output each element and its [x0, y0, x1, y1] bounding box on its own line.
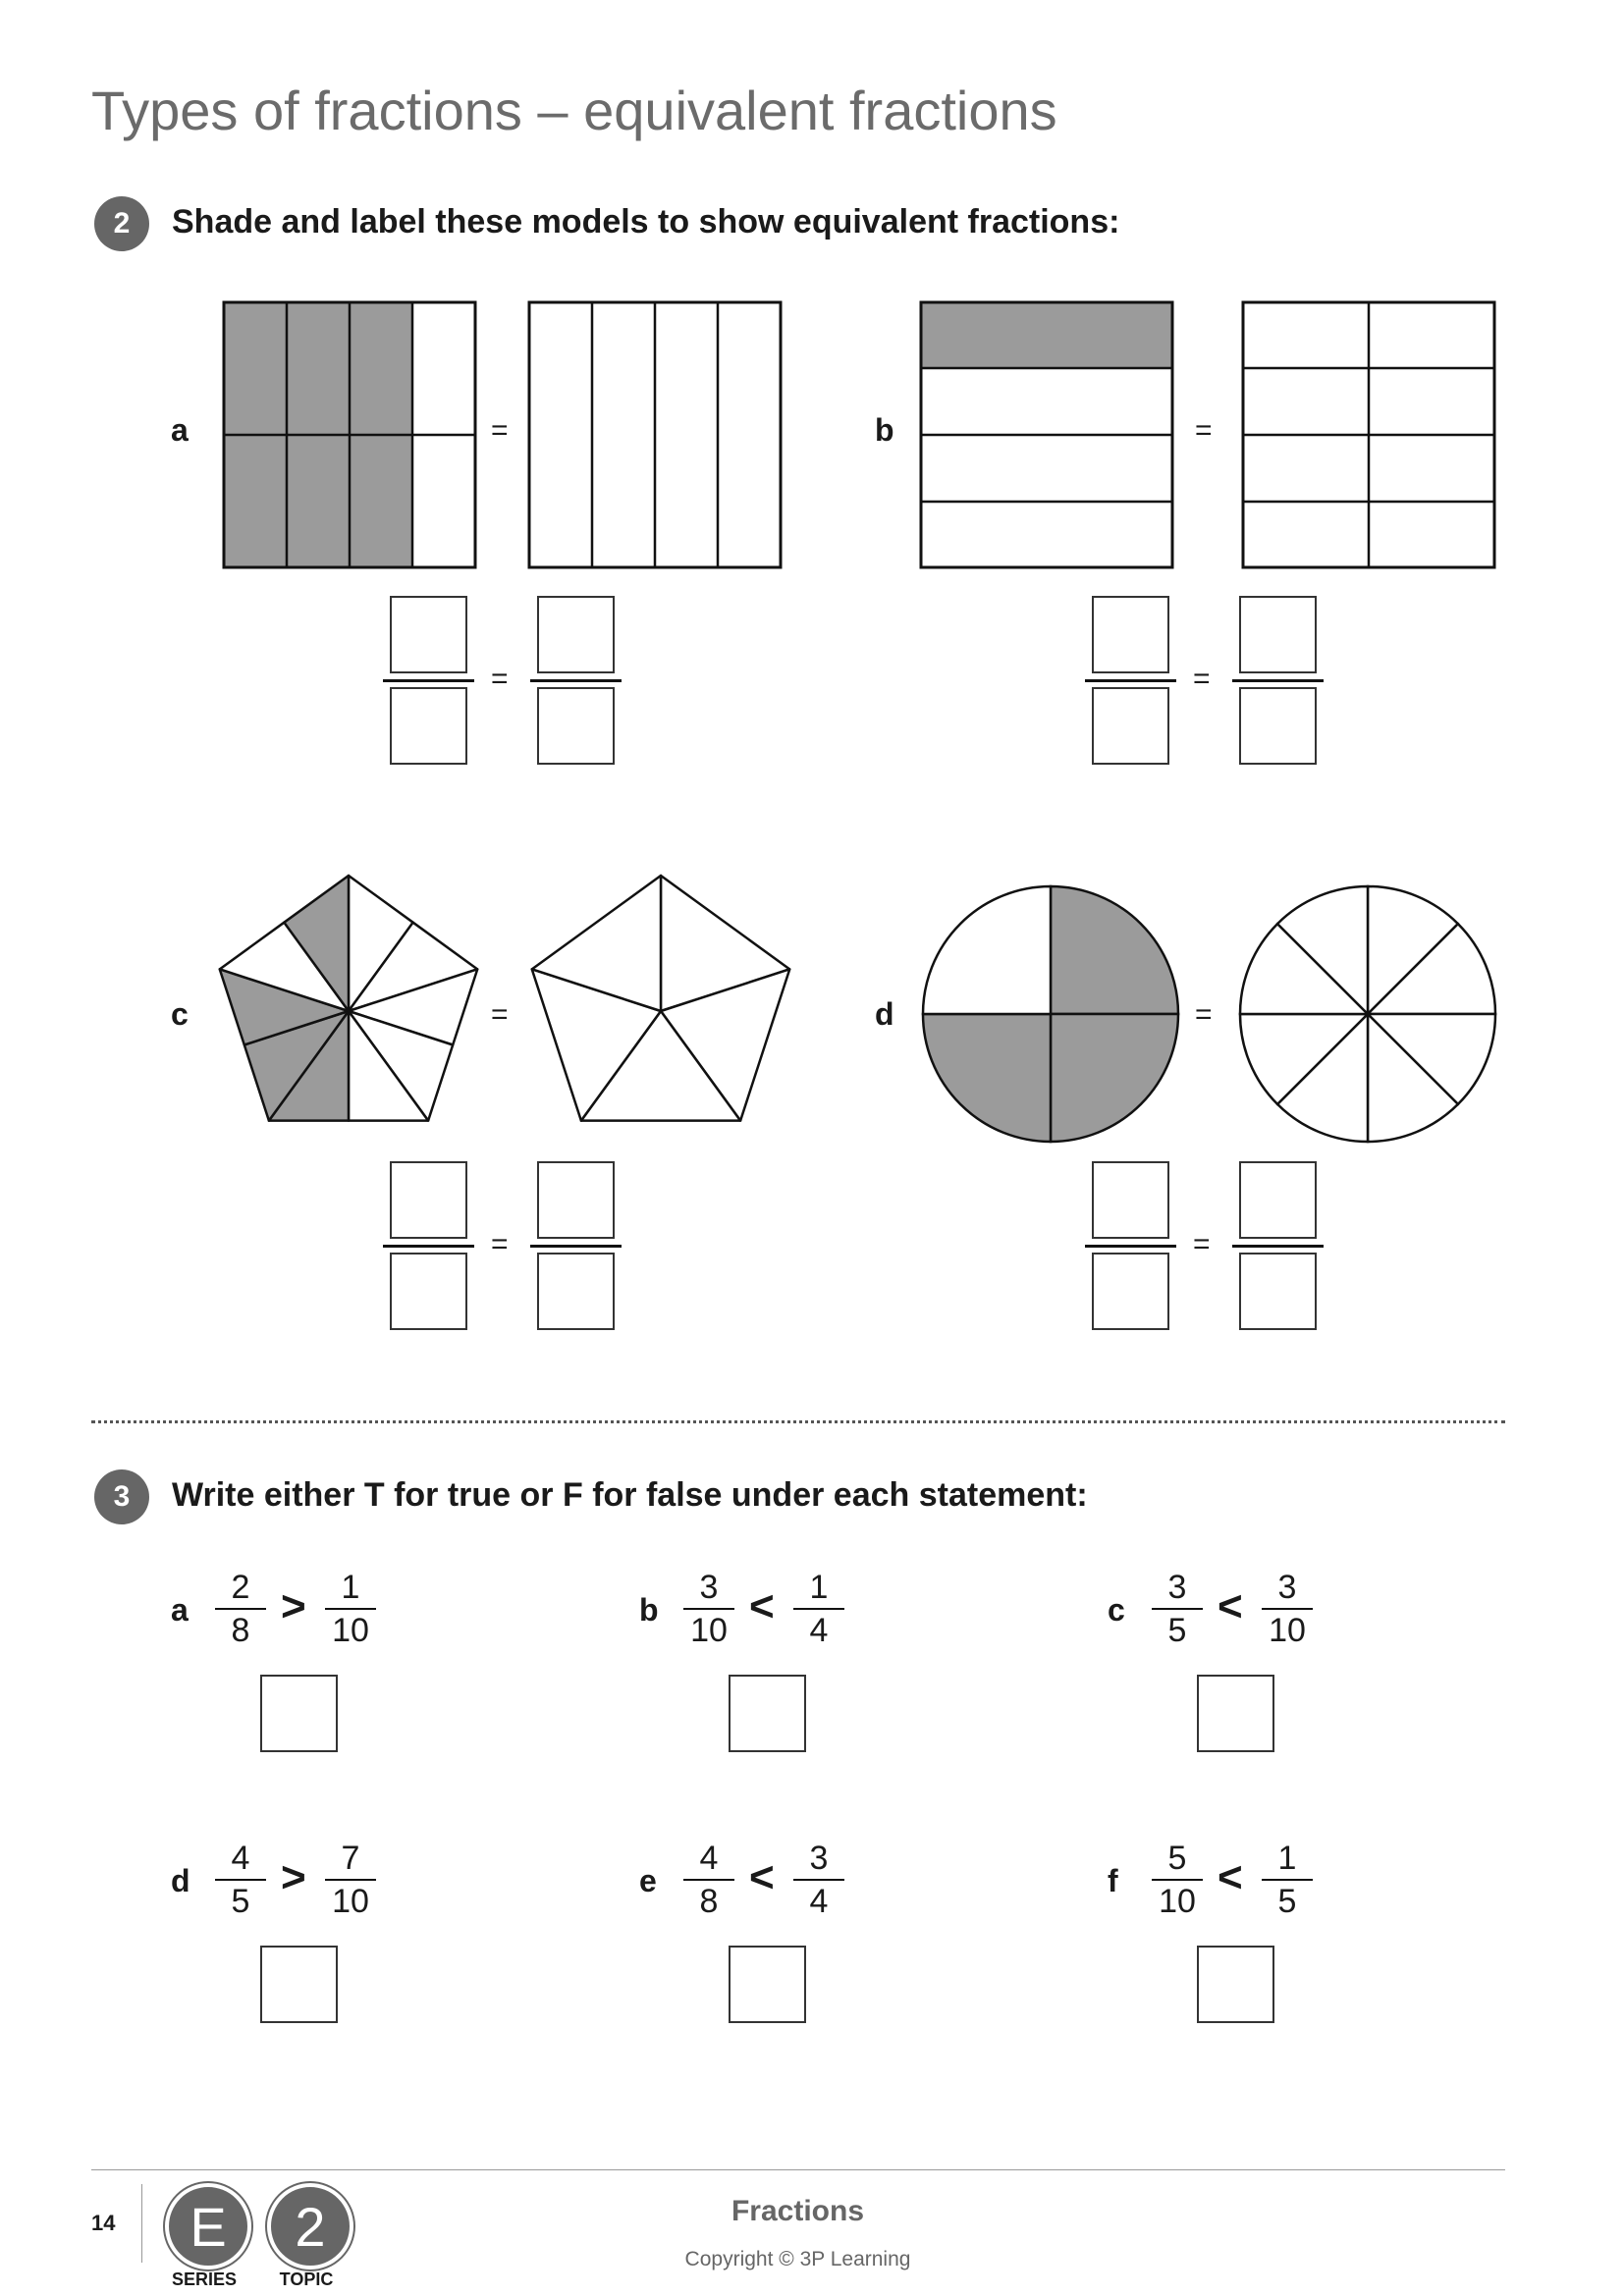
greater-than-sign: >: [281, 1582, 306, 1630]
less-than-sign: <: [749, 1853, 775, 1901]
denominator: 5: [231, 1883, 250, 1920]
answer-box[interactable]: [1197, 1946, 1274, 2023]
equals-sign: =: [1195, 998, 1213, 1031]
part-letter-c: c: [171, 996, 189, 1032]
page-title: Types of fractions – equivalent fractions: [91, 80, 1057, 141]
denominator-box[interactable]: [1092, 1253, 1169, 1330]
page-number: 14: [91, 2211, 116, 2235]
numerator: 4: [231, 1840, 250, 1877]
fraction: [215, 1571, 266, 1647]
denominator: 8: [231, 1612, 250, 1649]
pentagon-tenths: [220, 876, 477, 1121]
numerator-box[interactable]: [390, 1161, 467, 1239]
circle-sector: [923, 1014, 1051, 1142]
less-than-sign: <: [749, 1582, 775, 1630]
question-3-instruction: Write either T for true or F for false under each statement:: [172, 1476, 1088, 1514]
equals-sign: =: [1195, 414, 1213, 447]
denominator-box[interactable]: [537, 1253, 615, 1330]
statement-letter: b: [639, 1592, 659, 1628]
circle-sector: [1051, 1014, 1178, 1142]
answer-box[interactable]: [1197, 1675, 1274, 1752]
numerator: 2: [231, 1569, 250, 1606]
footer-title: Fractions: [731, 2195, 865, 2227]
numerator: 1: [1277, 1840, 1297, 1877]
denominator: 10: [690, 1612, 728, 1649]
footer-divider: [141, 2184, 142, 2263]
rectangle-model-b-right[interactable]: [1240, 299, 1500, 569]
denominator-box[interactable]: [1092, 687, 1169, 765]
denominator-box[interactable]: [390, 1253, 467, 1330]
equals-sign: =: [491, 998, 509, 1031]
answer-box[interactable]: [729, 1675, 806, 1752]
circle-eighths: [1240, 886, 1495, 1142]
numerator-box[interactable]: [1239, 1161, 1317, 1239]
pentagon-fifths: [532, 876, 789, 1121]
fraction: [683, 1571, 734, 1647]
greater-than-sign: >: [281, 1853, 306, 1901]
denominator: 4: [809, 1612, 829, 1649]
numerator: 7: [341, 1840, 360, 1877]
numerator: 3: [809, 1840, 829, 1877]
denominator: 10: [1159, 1883, 1196, 1920]
less-than-sign: <: [1218, 1853, 1243, 1901]
answer-box[interactable]: [729, 1946, 806, 2023]
denominator: 5: [1167, 1612, 1187, 1649]
question-number-badge: 2: [94, 196, 149, 251]
fraction-bar: [1085, 679, 1176, 682]
section-divider: [91, 1420, 1505, 1423]
numerator: 3: [699, 1569, 719, 1606]
pentagon-model-c-right[interactable]: [523, 874, 798, 1134]
question-number-badge: 3: [94, 1469, 149, 1524]
footer-rule: [91, 2169, 1505, 2170]
denominator-box[interactable]: [537, 687, 615, 765]
numerator-box[interactable]: [537, 1161, 615, 1239]
fraction: [1262, 1842, 1313, 1918]
circle-sector: [1051, 886, 1178, 1014]
denominator: 5: [1277, 1883, 1297, 1920]
fraction: [215, 1842, 266, 1918]
denominator: 10: [1269, 1612, 1306, 1649]
part-letter-d: d: [875, 996, 894, 1032]
fraction: [793, 1842, 844, 1918]
fraction-bar: [530, 679, 622, 682]
fraction: [325, 1842, 376, 1918]
numerator: 1: [809, 1569, 829, 1606]
denominator: 10: [332, 1612, 369, 1649]
fraction-bar: [1085, 1245, 1176, 1248]
statement-letter: d: [171, 1863, 190, 1898]
fraction: [1152, 1571, 1203, 1647]
denominator-box[interactable]: [1239, 1253, 1317, 1330]
equals-sign: =: [491, 414, 509, 447]
numerator-box[interactable]: [390, 596, 467, 673]
statement-letter: c: [1108, 1592, 1125, 1628]
fraction-bar: [383, 1245, 474, 1248]
rectangle-model-a-right[interactable]: [526, 299, 786, 569]
fraction-bar: [383, 679, 474, 682]
numerator-box[interactable]: [537, 596, 615, 673]
equals-sign: =: [491, 663, 509, 695]
circle-quarters: [923, 886, 1178, 1142]
rectangle-model-a-left[interactable]: [221, 299, 481, 569]
statement-letter: a: [171, 1592, 189, 1628]
denominator: 8: [699, 1883, 719, 1920]
numerator: 1: [341, 1569, 360, 1606]
numerator: 3: [1277, 1569, 1297, 1606]
numerator-box[interactable]: [1092, 1161, 1169, 1239]
question-2-instruction: Shade and label these models to show equivalent fractions:: [172, 203, 1120, 240]
shaded-quarter: [921, 302, 1172, 368]
answer-box[interactable]: [260, 1675, 338, 1752]
denominator: 4: [809, 1883, 829, 1920]
numerator: 5: [1167, 1840, 1187, 1877]
series-label: SERIES: [171, 2269, 238, 2289]
equals-sign: =: [491, 1228, 509, 1260]
fraction: [1262, 1571, 1313, 1647]
equals-sign: =: [1193, 663, 1211, 695]
rectangle-model-b-left[interactable]: [918, 299, 1178, 569]
fraction: [1152, 1842, 1203, 1918]
less-than-sign: <: [1218, 1582, 1243, 1630]
answer-box[interactable]: [260, 1946, 338, 2023]
circle-sector: [923, 886, 1051, 1014]
circle-model-d-right[interactable]: [1235, 881, 1500, 1147]
numerator: 4: [699, 1840, 719, 1877]
denominator: 10: [332, 1883, 369, 1920]
series-badge: E: [165, 2183, 251, 2269]
statement-letter: e: [639, 1863, 657, 1898]
numerator: 3: [1167, 1569, 1187, 1606]
statement-letter: f: [1108, 1863, 1118, 1898]
fraction-bar: [530, 1245, 622, 1248]
copyright: Copyright © 3P Learning: [684, 2248, 911, 2270]
fraction-bar: [1232, 679, 1324, 682]
circle-model-d-left[interactable]: [918, 881, 1183, 1147]
denominator-box[interactable]: [1239, 687, 1317, 765]
fraction: [325, 1571, 376, 1647]
numerator-box[interactable]: [1239, 596, 1317, 673]
numerator-box[interactable]: [1092, 596, 1169, 673]
fraction: [793, 1571, 844, 1647]
denominator-box[interactable]: [390, 687, 467, 765]
fraction-bar: [1232, 1245, 1324, 1248]
topic-badge: 2: [267, 2183, 353, 2269]
part-letter-a: a: [171, 412, 189, 448]
topic-label: TOPIC: [279, 2269, 334, 2289]
part-letter-b: b: [875, 412, 894, 448]
pentagon-model-c-left[interactable]: [211, 874, 486, 1134]
equals-sign: =: [1193, 1228, 1211, 1260]
fraction: [683, 1842, 734, 1918]
